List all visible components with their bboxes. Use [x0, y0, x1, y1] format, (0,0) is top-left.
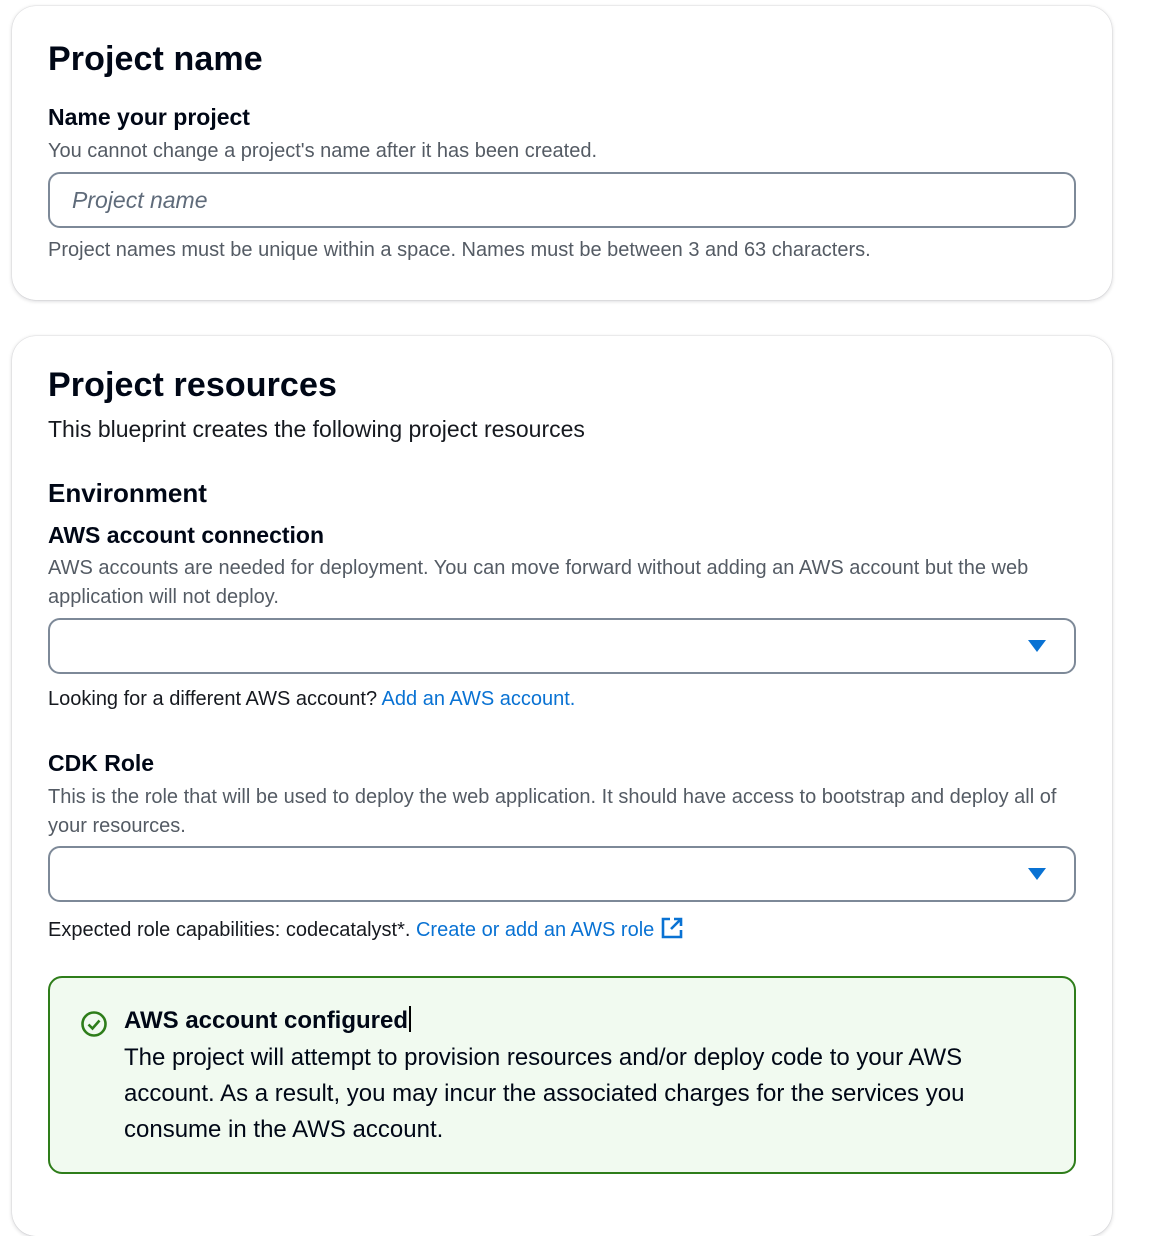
aws-account-select[interactable] — [48, 618, 1076, 674]
cdk-role-hint-text: Expected role capabilities: codecatalyst*. — [48, 919, 411, 941]
aws-account-description: AWS accounts are needed for deployment. You can move forward without adding an AWS account but the web application will not deploy. — [48, 557, 1029, 608]
project-name-card — [12, 6, 1112, 300]
aws-account-label: AWS account connection — [48, 522, 325, 548]
caret-down-icon — [1028, 640, 1046, 652]
success-alert — [48, 976, 1076, 1174]
create-aws-role-link-label: Create or add an AWS role — [415, 919, 655, 941]
project-name-constraint: Project names must be unique within a space. Names must be between 3 and 63 characters. — [48, 239, 871, 261]
project-resources-subtitle: This blueprint creates the following project resources — [48, 416, 585, 442]
project-name-input[interactable] — [48, 172, 1076, 228]
project-resources-title: Project resources — [48, 366, 337, 404]
environment-heading: Environment — [48, 478, 207, 508]
caret-down-icon — [1028, 868, 1046, 880]
aws-account-hint — [48, 688, 575, 711]
cdk-role-label: CDK Role — [48, 750, 155, 776]
external-link-icon — [660, 916, 684, 946]
project-resources-card — [12, 336, 1112, 1236]
cdk-role-description: This is the role that will be used to deploy the web application. It should have access to bootstrap and deploy all of your resources. — [48, 786, 1057, 837]
cdk-role-hint — [48, 916, 684, 946]
project-name-field-description: You cannot change a project's name after it has been created. — [48, 140, 598, 162]
project-name-field-label: Name your project — [48, 104, 250, 130]
aws-account-hint-text: Looking for a different AWS account? — [48, 688, 378, 710]
check-circle-icon — [80, 1010, 108, 1043]
create-aws-role-link[interactable] — [416, 919, 684, 941]
cdk-role-select[interactable] — [48, 846, 1076, 902]
alert-body: The project will attempt to provision resources and/or deploy code to your AWS account. As a result, you may incur the associated charges for the services you consume in the AWS account. — [124, 1044, 965, 1143]
add-aws-account-link[interactable]: Add an AWS account. — [381, 688, 576, 710]
project-name-title: Project name — [48, 40, 263, 78]
alert-title: AWS account configured — [124, 1006, 411, 1035]
